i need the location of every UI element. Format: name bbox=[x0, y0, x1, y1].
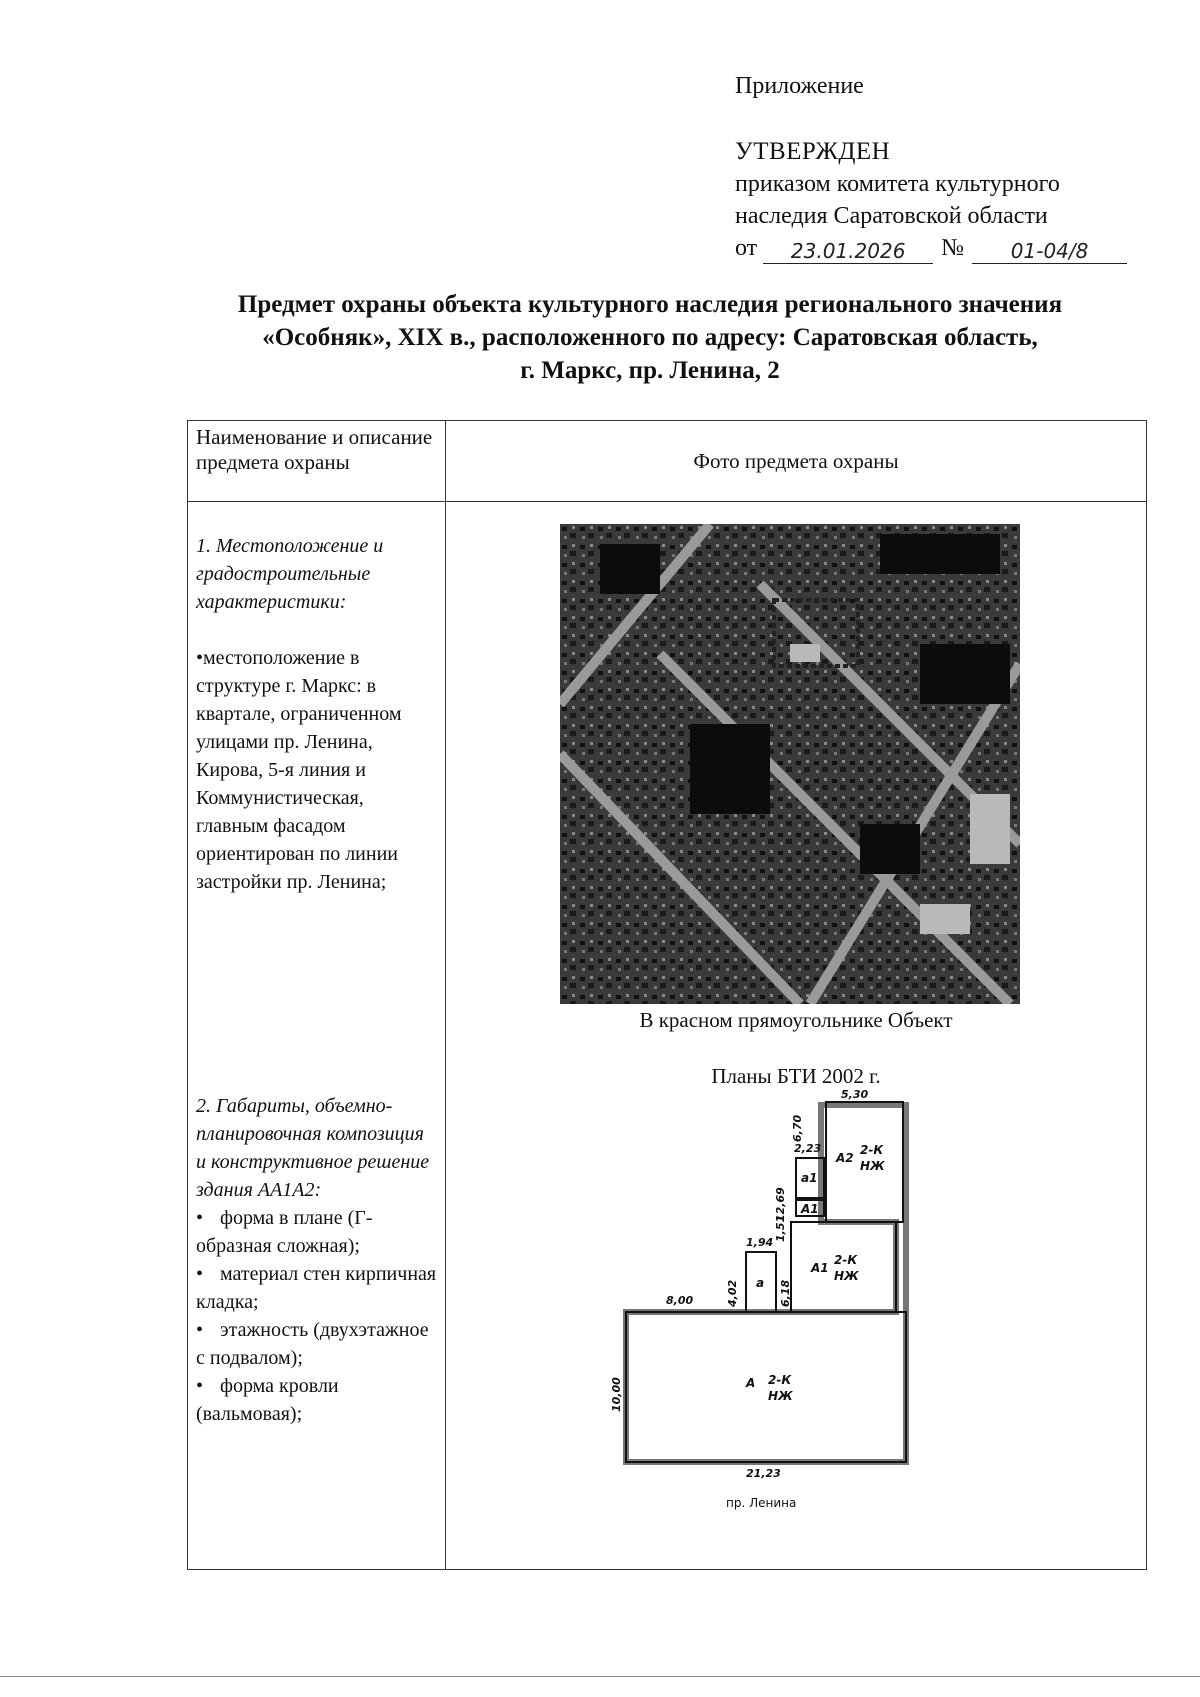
plan-dim: 21,23 bbox=[746, 1467, 781, 1480]
plan-label: А bbox=[746, 1376, 756, 1390]
plan-dim: 1,51 bbox=[774, 1214, 787, 1242]
plan-dim: 12,69 bbox=[774, 1187, 787, 1222]
plan-dim: 4,02 bbox=[726, 1279, 739, 1307]
plan-dim: 6,70 bbox=[791, 1114, 804, 1142]
title-line-3: г. Маркс, пр. Ленина, 2 bbox=[520, 357, 780, 384]
bullet-icon: • bbox=[196, 647, 204, 669]
plan-floor-code2: НЖ bbox=[860, 1159, 885, 1173]
section-2 bbox=[196, 1092, 437, 1428]
plan-label: а1 bbox=[801, 1171, 818, 1185]
table-header-row bbox=[188, 421, 1147, 502]
section-2-list bbox=[196, 1204, 437, 1428]
plan-label: а bbox=[756, 1276, 765, 1290]
plan-floor-code: 2-К bbox=[768, 1373, 792, 1387]
protection-table bbox=[187, 420, 1147, 1570]
list-item bbox=[196, 1204, 437, 1260]
description-cell bbox=[188, 502, 446, 1570]
plan-floor-code2: НЖ bbox=[768, 1389, 793, 1403]
section-1-heading: 1. Местоположение и градостроительные характеристики: bbox=[196, 535, 384, 613]
approval-line-2: наследия Саратовской области bbox=[735, 203, 1048, 229]
list-item bbox=[196, 1316, 437, 1372]
list-item bbox=[196, 1372, 437, 1428]
plan-label: А1 bbox=[811, 1261, 829, 1275]
list-item-text: этажность (двухэтажное с подвалом); bbox=[196, 1319, 429, 1369]
number-prefix: № bbox=[941, 235, 965, 261]
bullet-icon: • bbox=[196, 1375, 204, 1397]
approval-block bbox=[735, 70, 1127, 264]
page-bottom-rule bbox=[0, 1676, 1200, 1677]
list-item-text: форма в плане (Г-образная сложная); bbox=[196, 1207, 373, 1257]
title-line-1: Предмет охраны объекта культурного наследия регионального значения bbox=[237, 291, 1063, 318]
list-item-text: материал стен кирпичная кладка; bbox=[196, 1263, 437, 1313]
aerial-photo bbox=[560, 524, 1020, 1004]
plan-floor-code: 2-К bbox=[834, 1253, 858, 1267]
approval-line-1: приказом комитета культурного bbox=[735, 171, 1060, 197]
section-1-bullet-text: местоположение в структуре г. Маркс: в квартале, ограниченном улицами пр. Ленина, Кирова, 5-я линия и Коммунистическая, главным фасадом ориентирован по линии застройки пр. Ленина; bbox=[196, 647, 402, 893]
plan-label: А1 bbox=[801, 1202, 819, 1216]
plan-label: А2 bbox=[836, 1151, 854, 1165]
bullet-icon: • bbox=[196, 1319, 204, 1341]
photo-wrap bbox=[446, 502, 1146, 1569]
appendix-label: Приложение bbox=[735, 73, 864, 99]
approved-label: УТВЕРЖДЕН bbox=[735, 138, 891, 165]
title-line-2: «Особняк», XIX в., расположенного по адресу: Саратовская область, bbox=[262, 324, 1038, 351]
photo-cell bbox=[446, 502, 1147, 1570]
plan-dim: 6,18 bbox=[779, 1279, 792, 1307]
plan-dim: 8,00 bbox=[666, 1294, 694, 1307]
document-title bbox=[150, 288, 1150, 387]
section-2-heading: 2. Габариты, объемно-планировочная композиция и конструктивное решение здания АА1А2: bbox=[196, 1095, 430, 1201]
list-item-text: форма кровли (вальмовая); bbox=[196, 1375, 339, 1425]
bullet-icon: • bbox=[196, 1207, 204, 1229]
plan-dim: 2,23 bbox=[794, 1142, 822, 1155]
plan-floor-code: 2-К bbox=[860, 1143, 884, 1157]
plan-dim: 10,00 bbox=[610, 1377, 623, 1412]
section-1 bbox=[196, 532, 437, 1092]
floor-plan bbox=[606, 1082, 986, 1542]
header-right: Фото предмета охраны bbox=[446, 421, 1147, 502]
photo-caption: В красном прямоугольнике Объект bbox=[639, 1008, 953, 1032]
date-prefix: от bbox=[735, 235, 758, 261]
section-1-bullet bbox=[196, 644, 437, 896]
plan-street-label: пр. Ленина bbox=[726, 1496, 797, 1510]
header-left: Наименование и описание предмета охраны bbox=[188, 421, 446, 502]
order-number: 01-04/8 bbox=[972, 239, 1127, 264]
plan-dim: 5,30 bbox=[841, 1088, 869, 1101]
bullet-icon: • bbox=[196, 1263, 204, 1285]
table-body-row bbox=[188, 502, 1147, 1570]
order-date: 23.01.2026 bbox=[763, 239, 933, 264]
plan-floor-code2: НЖ bbox=[834, 1269, 859, 1283]
date-line bbox=[735, 232, 1127, 264]
list-item bbox=[196, 1260, 437, 1316]
plan-dim: 1,94 bbox=[746, 1236, 774, 1249]
plan-caption: Планы БТИ 2002 г. bbox=[711, 1064, 881, 1088]
